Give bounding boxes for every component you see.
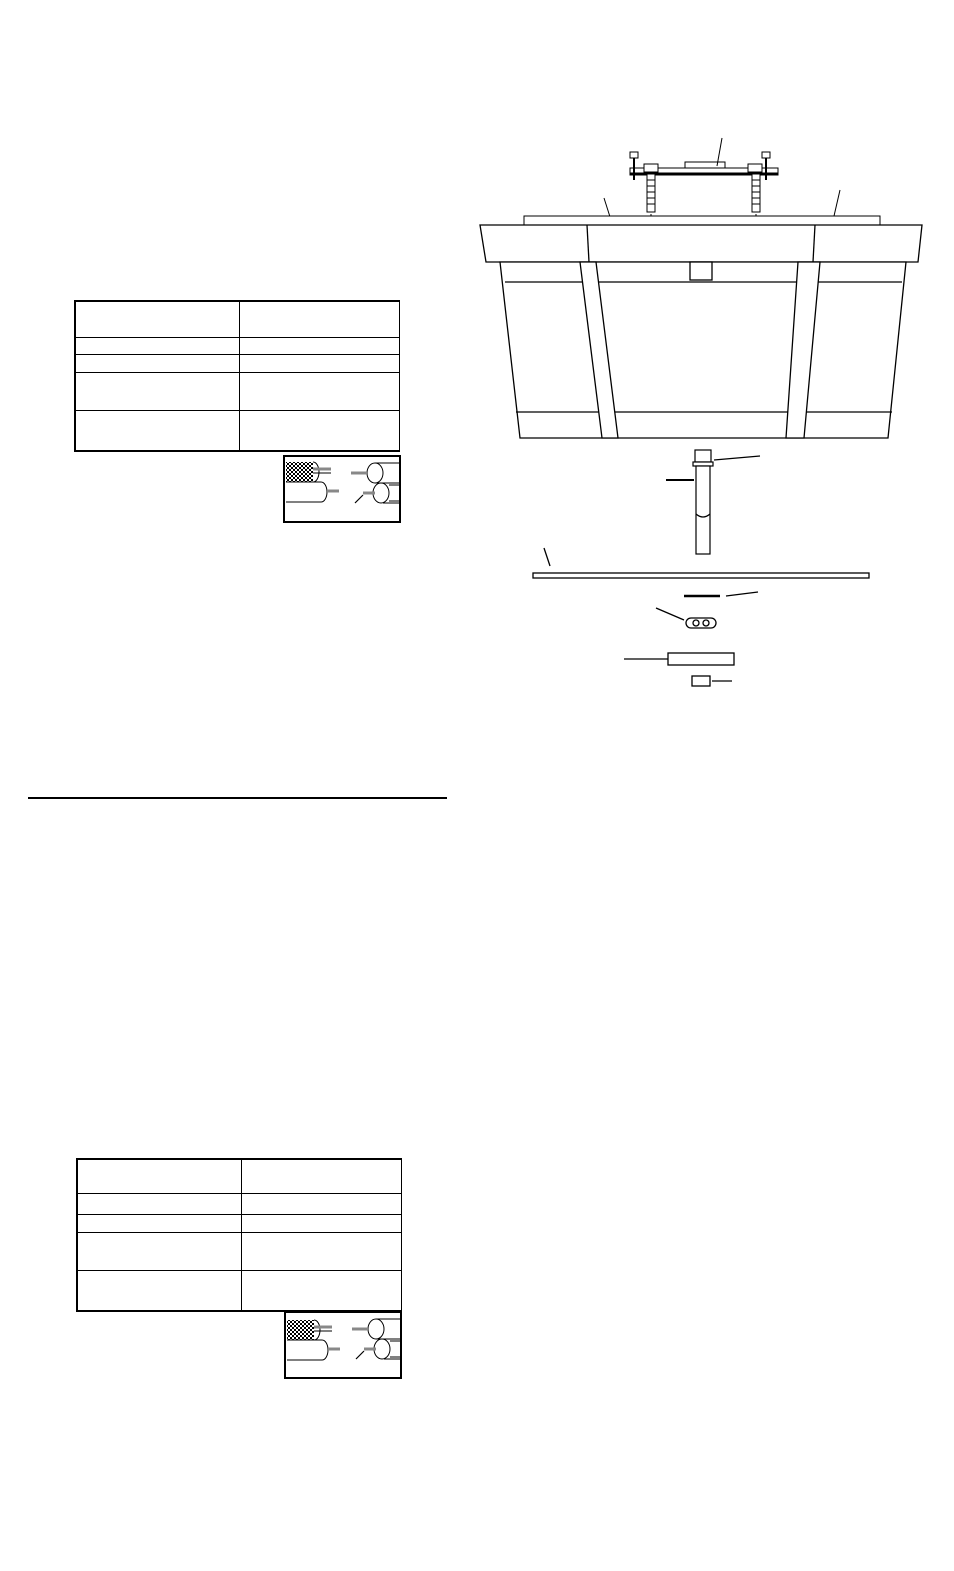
- table-cell: [75, 337, 240, 354]
- frame-housing: [480, 225, 922, 438]
- table-cell: [240, 354, 400, 372]
- canopy: [524, 190, 880, 225]
- table-cell: [77, 1232, 242, 1270]
- table-cell: [75, 301, 240, 337]
- cap-nut: [624, 653, 734, 665]
- table-cell: [75, 372, 240, 410]
- table-cell: [242, 1270, 402, 1311]
- section-divider: [28, 797, 447, 799]
- table-cell: [77, 1193, 242, 1214]
- table-cell: [242, 1232, 402, 1270]
- finial-nut: [656, 608, 716, 628]
- table-cell: [240, 410, 400, 451]
- wiring-table-1: [74, 300, 400, 452]
- down-rod: [666, 466, 710, 554]
- table-cell: [240, 372, 400, 410]
- table-cell: [242, 1214, 402, 1232]
- table-cell: [240, 337, 400, 354]
- table-cell: [242, 1159, 402, 1193]
- decorative-cap: [692, 676, 732, 686]
- washer: [684, 592, 758, 596]
- table-cell: [77, 1159, 242, 1193]
- table-cell: [77, 1270, 242, 1311]
- wire-identification-icon: [283, 455, 401, 523]
- wire-identification-icon: [284, 1311, 402, 1379]
- table-cell: [75, 410, 240, 451]
- ceiling-fixture-exploded-view: [470, 130, 940, 700]
- threaded-nipple: [693, 450, 760, 466]
- table-cell: [75, 354, 240, 372]
- wiring-table-2: [76, 1158, 402, 1312]
- table-cell: [240, 301, 400, 337]
- table-cell: [77, 1214, 242, 1232]
- table-cell: [242, 1193, 402, 1214]
